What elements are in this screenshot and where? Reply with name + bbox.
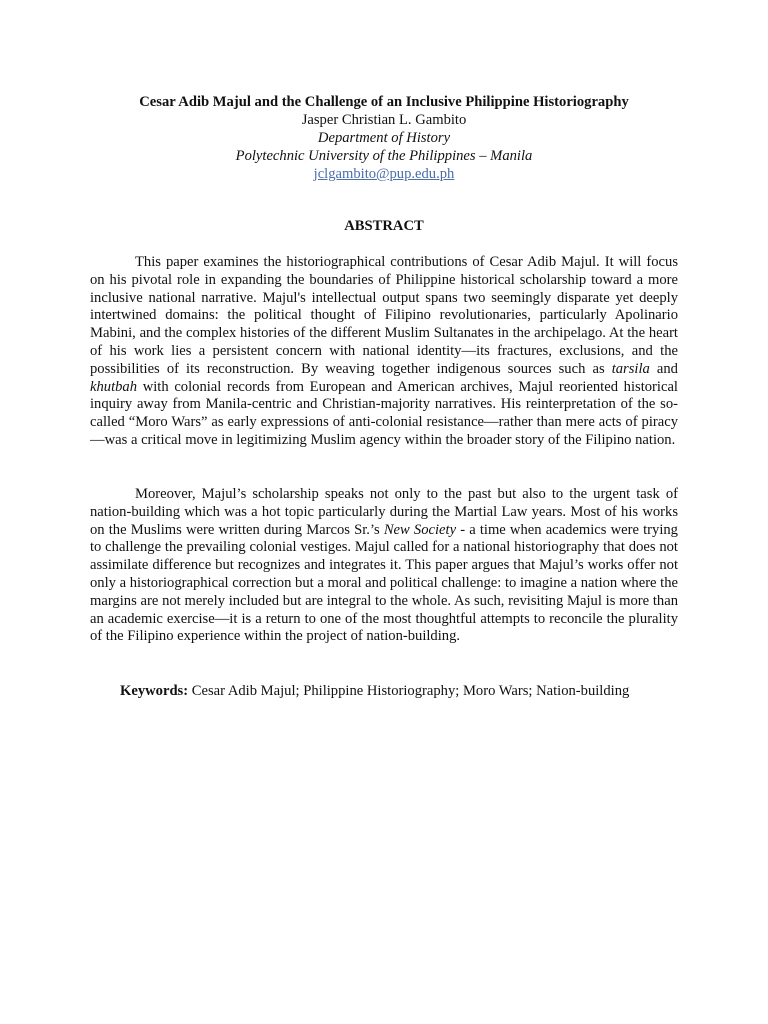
abstract-paragraph-2 <box>90 486 678 646</box>
keywords-label: Keywords: <box>120 683 189 699</box>
term-tarsila: tarsila <box>611 360 650 377</box>
abstract-paragraph-1 <box>90 254 678 450</box>
university: Polytechnic University of the Philippines – Manila <box>235 148 533 164</box>
paragraph-text: and <box>649 360 678 377</box>
term-khutbah: khutbah <box>90 378 138 395</box>
author-name: Jasper Christian L. Gambito <box>301 112 467 128</box>
paragraph-text: This paper examines the historiographical contributions of Cesar Adib Majul. It will focus on his pivotal role in expanding the boundaries of Philippine historical scholarship toward a more inclusive national narrative. Majul's intellectual output spans two seemingly disparate yet deeply intertwined domains: the political thought of Filipino revolutionaries, particularly Apolinario Mabini, and the complex histories of the different Muslim Sultanates in the archipelago. At the heart of his work lies a persistent concern with national identity—its fractures, exclusions, and the possibilities of its reconstruction. By weaving together indigenous sources such as <box>90 254 678 377</box>
keywords-line <box>120 682 720 700</box>
term-new-society: New Society <box>383 521 457 538</box>
email-link[interactable]: jclgambito@pup.edu.ph <box>313 166 455 182</box>
title-block <box>90 93 678 183</box>
paragraph-text: with colonial records from European and American archives, Majul reoriented historical inquiry away from Manila-centric and Christian-majority narratives. His reinterpretation of the so-called “Moro Wars” as early expressions of anti-colonial resistance—rather than mere acts of piracy—was a critical move in legitimizing Muslim agency within the broader story of the Filipino nation. <box>90 378 678 448</box>
keywords-text: Cesar Adib Majul; Philippine Historiography; Moro Wars; Nation-building <box>188 683 630 699</box>
department: Department of History <box>317 130 451 146</box>
paragraph-text: Moreover, Majul’s scholarship speaks not only to the past but also to the urgent task of nation-building which was a hot topic particularly during the Martial Law years. Most of his works on the Muslims were written during Marcos Sr.’s <box>90 486 678 538</box>
abstract-heading: ABSTRACT <box>344 218 424 234</box>
paper-title: Cesar Adib Majul and the Challenge of an Inclusive Philippine Historiography <box>139 94 629 110</box>
paragraph-text: - a time when academics were trying to challenge the prevailing colonial vestiges. Majul called for a national historiography that does not assimilate difference but recognizes and integrates it. This paper argues that Majul’s works offer not only a historiographical correction but a moral and political challenge: to imagine a nation where the margins are not merely included but are integral to the whole. As such, revisiting Majul is more than an academic exercise—it is a return to one of the most thoughtful attempts to reconcile the plurality of the Filipino experience within the project of nation-building. <box>90 521 679 645</box>
